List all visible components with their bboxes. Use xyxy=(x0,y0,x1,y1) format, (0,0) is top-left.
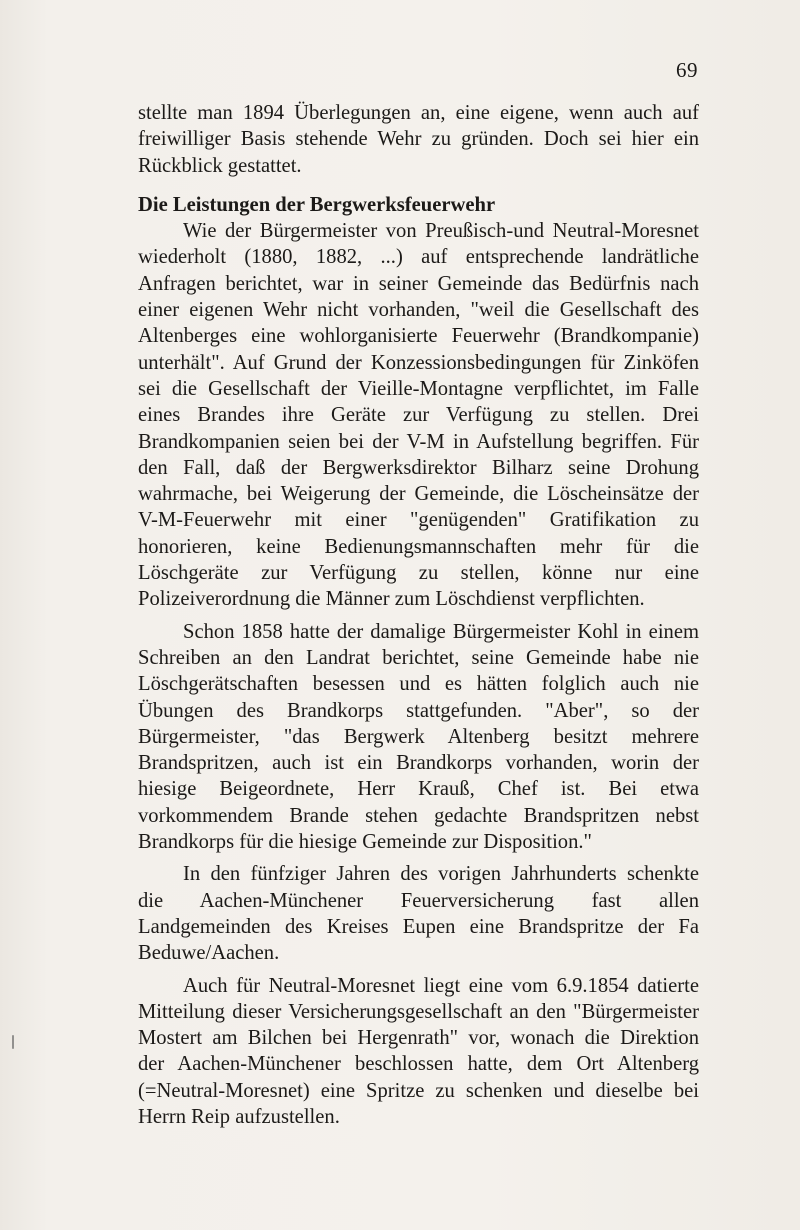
text-line: vorkommendem Brande stehen gedachte Brandspritzen nebst xyxy=(138,804,699,827)
text-line: Löschgerätschaften besessen und es hätten folglich auch nie xyxy=(138,673,699,696)
text-line: Rückblick gestattet. xyxy=(138,154,302,177)
text-line: stellte man 1894 Überlegungen an, eine eigene, wenn auch auf xyxy=(138,102,699,124)
text-line: Wie der Bürgermeister von Preußisch-und Neutral-Moresnet xyxy=(183,220,699,243)
text-line: einer eigenen Wehr nicht vorhanden, "weil die Gesellschaft des xyxy=(138,299,699,322)
text-line: Polizeiverordnung die Männer zum Löschdienst verpflichten. xyxy=(138,588,645,611)
text-line: Landgemeinden des Kreises Eupen eine Brandspritze der Fa xyxy=(138,915,699,938)
text-line: Löschgeräte zur Verfügung zu stellen, könne nur eine xyxy=(138,562,699,585)
margin-mark xyxy=(12,1035,14,1049)
text-line: Brandkorps für die hiesige Gemeinde zur Disposition." xyxy=(138,831,592,854)
text-line: wahrmache, bei Weigerung der Gemeinde, die Löscheinsätze der xyxy=(138,483,699,506)
text-line: die Aachen-Münchener Feuerversicherung fast allen xyxy=(138,889,699,912)
text-line: sei die Gesellschaft der Vieille-Montagne verpflichtet, im Falle xyxy=(138,377,699,400)
text-line: Beduwe/Aachen. xyxy=(138,942,280,965)
text-line: freiwilliger Basis stehende Wehr zu gründen. Doch sei hier ein xyxy=(138,128,699,151)
paragraph xyxy=(138,218,699,612)
text-line: Mitteilung dieser Versicherungsgesellschaft an den "Bürgermeister xyxy=(138,1000,699,1023)
paragraph-continuation xyxy=(138,100,699,179)
text-line: hiesige Beigeordnete, Herr Krauß, Chef ist. Bei etwa xyxy=(138,778,699,801)
paragraph xyxy=(138,619,699,856)
text-line: der Aachen-Münchener beschlossen hatte, dem Ort Altenberg xyxy=(138,1053,699,1076)
body-text xyxy=(138,100,699,1130)
text-line: Schreiben an den Landrat berichtet, seine Gemeinde habe nie xyxy=(138,646,699,669)
paragraph xyxy=(138,861,699,966)
text-line: Übungen des Brandkorps stattgefunden. "Aber", so der xyxy=(138,699,699,722)
page-number: 69 xyxy=(676,58,698,82)
text-line: honorieren, keine Bedienungsmannschaften mehr für die xyxy=(138,535,699,558)
text-line: Brandspritzen, auch ist ein Brandkorps vorhanden, worin der xyxy=(138,752,699,775)
text-line: (=Neutral-Moresnet) eine Spritze zu schenken und dieselbe bei xyxy=(138,1079,699,1102)
text-line: eines Brandes ihre Geräte zur Verfügung zu stellen. Drei xyxy=(138,404,699,427)
text-line: Schon 1858 hatte der damalige Bürgermeister Kohl in einem xyxy=(183,620,699,643)
paragraph xyxy=(138,973,699,1131)
text-line: Altenberges eine wohlorganisierte Feuerwehr (Brandkompanie) xyxy=(138,325,699,348)
text-line: Auch für Neutral-Moresnet liegt eine vom 6.9.1854 datierte xyxy=(183,974,699,997)
section-heading: Die Leistungen der Bergwerksfeuerwehr xyxy=(138,193,496,216)
text-line: den Fall, daß der Bergwerksdirektor Bilharz seine Drohung xyxy=(138,456,699,479)
text-line: Bürgermeister, "das Bergwerk Altenberg besitzt mehrere xyxy=(138,725,699,748)
text-line: In den fünfziger Jahren des vorigen Jahrhunderts schenkte xyxy=(183,863,699,886)
text-line: V-M-Feuerwehr mit einer "genügenden" Gratifikation zu xyxy=(138,509,699,532)
text-line: Mostert am Bilchen bei Hergenrath" vor, wonach die Direktion xyxy=(138,1027,699,1050)
text-line: Brandkompanien seien bei der V-M in Aufstellung begriffen. Für xyxy=(138,430,699,453)
text-line: Herrn Reip aufzustellen. xyxy=(138,1105,340,1128)
text-line: Anfragen berichtet, war in seiner Gemeinde das Bedürfnis nach xyxy=(138,272,699,295)
text-line: wiederholt (1880, 1882, ...) auf entsprechende landrätliche xyxy=(138,246,699,269)
text-line: unterhält". Auf Grund der Konzessionsbedingungen für Zinköfen xyxy=(138,351,699,374)
